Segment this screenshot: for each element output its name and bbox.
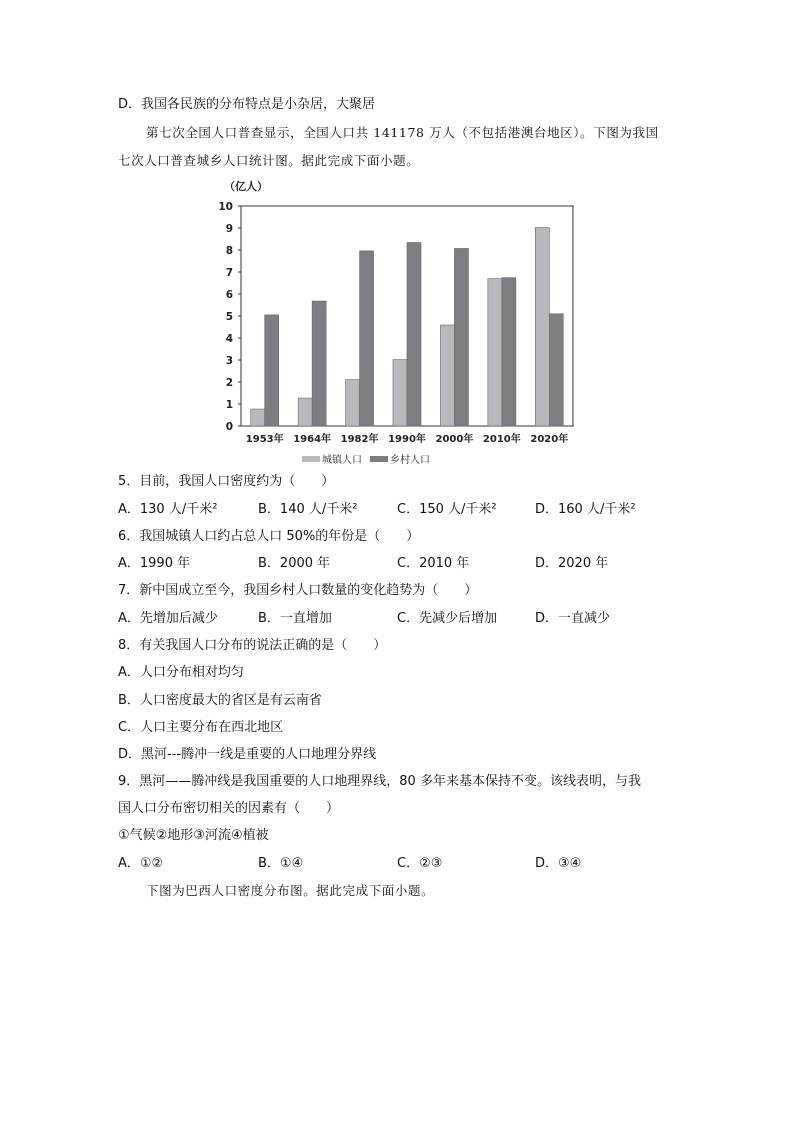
x-tick-label: 2010年 <box>482 434 521 445</box>
x-tick-label: 2000年 <box>435 434 474 445</box>
x-tick-label: 1990年 <box>388 434 426 445</box>
bar-rural <box>265 315 279 426</box>
question-6-option-c[interactable]: C．2010 年 <box>397 556 470 571</box>
bar-urban <box>393 360 407 426</box>
question-5-option-a[interactable]: A．130 人/千米² <box>118 502 218 517</box>
question-8-option-d[interactable]: D．黑河---腾冲一线是重要的人口地理分界线 <box>118 747 377 762</box>
bar-urban <box>488 279 502 426</box>
bar-rural <box>454 248 468 426</box>
question-5-stem: 5．目前，我国人口密度约为（ ） <box>118 474 335 489</box>
question-7-option-a[interactable]: A．先增加后减少 <box>118 611 218 626</box>
y-tick-label: 5 <box>225 311 233 323</box>
intro-paragraph-line1: 第七次全国人口普查显示，全国人口共 141178 万人（不包括港澳台地区）。下图为我国 <box>146 125 659 140</box>
question-8-stem: 8．有关我国人口分布的说法正确的是（ ） <box>118 638 387 653</box>
population-chart <box>206 176 586 466</box>
y-tick-label: 2 <box>225 377 233 389</box>
question-6-option-d[interactable]: D．2020 年 <box>535 556 609 571</box>
question-6-option-a[interactable]: A．1990 年 <box>118 556 191 571</box>
x-tick-label: 1982年 <box>340 434 379 445</box>
question-7-option-d[interactable]: D．一直减少 <box>535 611 611 626</box>
question-7-option-c[interactable]: C．先减少后增加 <box>397 611 498 626</box>
intro-paragraph-brazil: 下图为巴西人口密度分布图。据此完成下面小题。 <box>146 883 435 898</box>
bar-urban <box>535 228 549 426</box>
y-tick-label: 3 <box>225 355 233 367</box>
x-tick-label: 2020年 <box>530 434 569 445</box>
y-tick-label: 4 <box>225 333 233 345</box>
y-tick-label: 6 <box>225 289 233 301</box>
bar-urban <box>251 409 265 426</box>
bar-rural <box>549 314 563 426</box>
y-axis-label: （亿人） <box>224 180 268 193</box>
population-bar-chart-svg <box>206 176 586 466</box>
y-tick-label: 1 <box>225 399 233 411</box>
x-tick-label: 1964年 <box>293 434 332 445</box>
y-tick-label: 7 <box>225 267 233 279</box>
y-tick-label: 8 <box>225 245 233 257</box>
top-option-d: D．我国各民族的分布特点是小杂居，大聚居 <box>118 97 376 112</box>
bar-rural <box>407 243 421 426</box>
y-tick-label: 10 <box>218 201 233 213</box>
question-9-option-a[interactable]: A．①② <box>118 856 164 871</box>
question-9-option-b[interactable]: B．①④ <box>258 856 304 871</box>
legend-swatch <box>302 456 320 462</box>
bar-urban <box>346 380 360 426</box>
question-5-option-d[interactable]: D．160 人/千米² <box>535 502 636 517</box>
question-9-stem-line2: 国人口分布密切相关的因素有（ ） <box>118 801 340 816</box>
question-6-option-b[interactable]: B．2000 年 <box>258 556 331 571</box>
bar-rural <box>502 278 516 426</box>
question-8-option-a[interactable]: A．人口分布相对均匀 <box>118 665 244 680</box>
intro-paragraph-line2: 七次人口普查城乡人口统计图。据此完成下面小题。 <box>118 153 420 168</box>
question-7-option-b[interactable]: B．一直增加 <box>258 611 332 626</box>
legend-label: 乡村人口 <box>390 455 430 466</box>
y-tick-label: 0 <box>225 421 233 433</box>
question-5-option-b[interactable]: B．140 人/千米² <box>258 502 358 517</box>
bar-urban <box>440 325 454 426</box>
question-7-stem: 7．新中国成立至今，我国乡村人口数量的变化趋势为（ ） <box>118 583 478 598</box>
bar-urban <box>298 398 312 426</box>
question-6-stem: 6．我国城镇人口约占总人口 50%的年份是（ ） <box>118 529 420 544</box>
bar-rural <box>360 251 374 426</box>
question-9-factors: ①气候②地形③河流④植被 <box>118 828 269 843</box>
legend-swatch <box>370 456 388 462</box>
legend-label: 城镇人口 <box>322 455 362 466</box>
question-5-option-c[interactable]: C．150 人/千米² <box>397 502 497 517</box>
question-9-stem-line1: 9．黑河——腾冲线是我国重要的人口地理界线，80 多年来基本保持不变。该线表明，与我 <box>118 774 641 789</box>
question-8-option-c[interactable]: C．人口主要分布在西北地区 <box>118 720 284 735</box>
x-tick-label: 1953年 <box>245 434 284 445</box>
question-9-option-d[interactable]: D．③④ <box>535 856 582 871</box>
y-tick-label: 9 <box>225 223 233 235</box>
question-8-option-b[interactable]: B．人口密度最大的省区是有云南省 <box>118 693 322 708</box>
question-9-option-c[interactable]: C．②③ <box>397 856 443 871</box>
bar-rural <box>312 301 326 426</box>
